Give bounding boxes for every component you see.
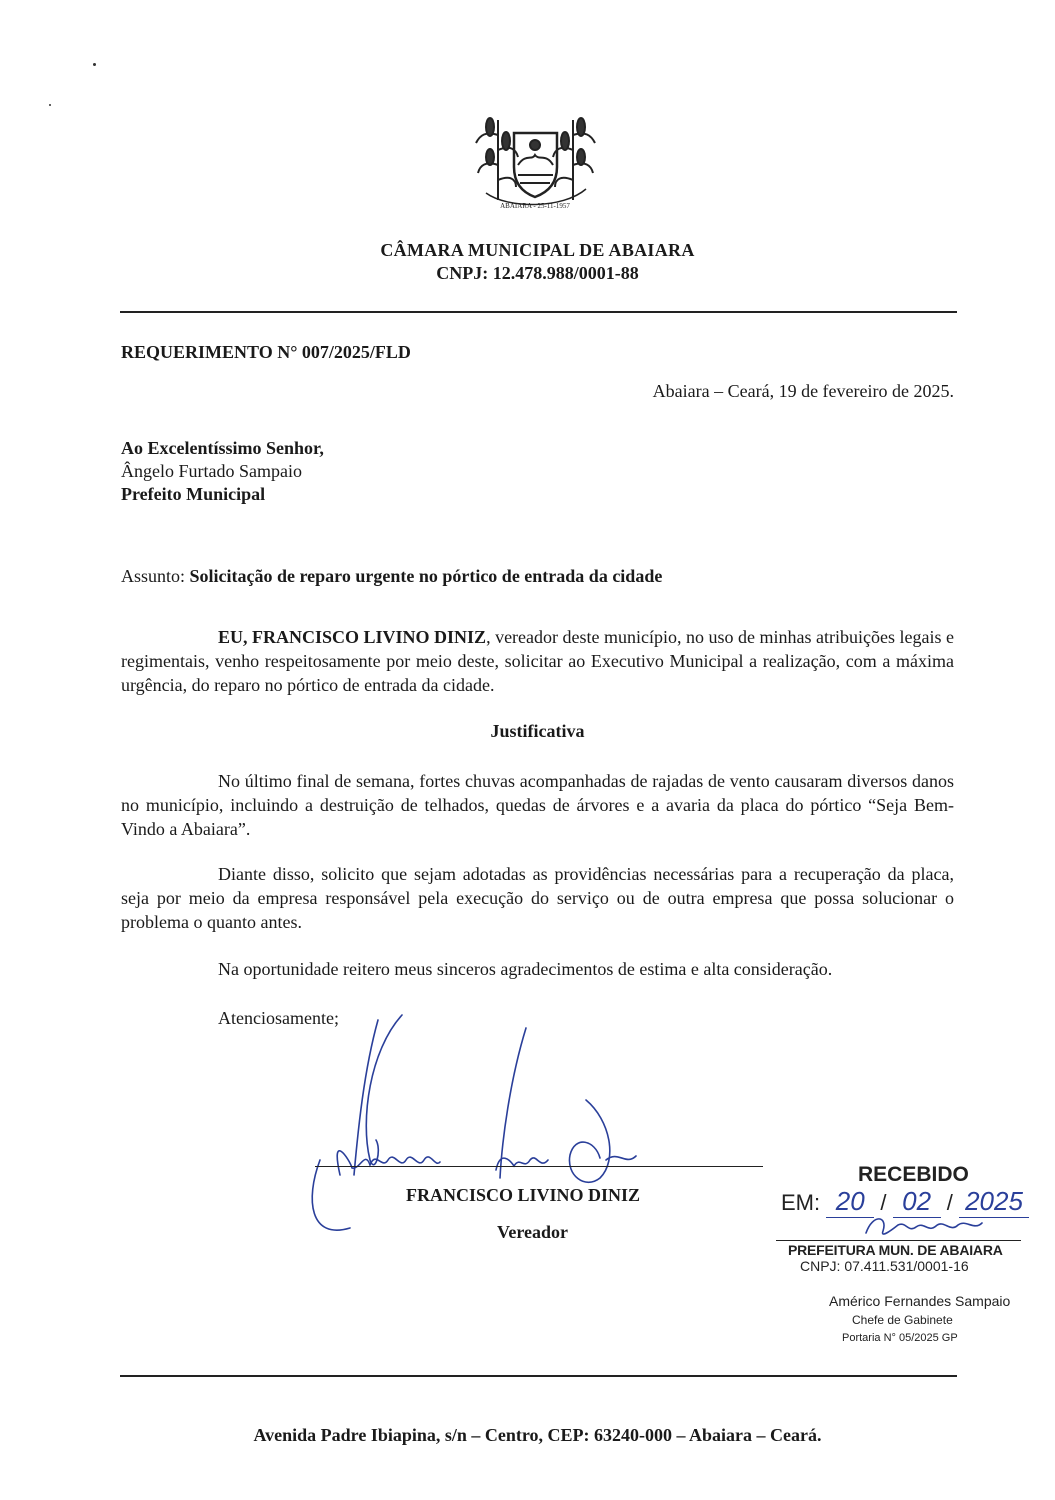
body-paragraph-solution: Diante disso, solicito que sejam adotadas as providências necessárias para a recuperação da placa, seja por meio da empresa responsável pela execução do serviço ou de outra empresa que possa solucionar o problema o quanto antes. [121, 864, 954, 932]
document-title: REQUERIMENTO N° 007/2025/FLD [121, 342, 411, 362]
stamp-official-decree: Portaria N° 05/2025 GP [842, 1332, 958, 1344]
place-date: Abaiara – Ceará, 19 de fevereiro de 2025. [652, 381, 954, 401]
stamp-em-label: EM: [781, 1190, 821, 1215]
signatory-name: FRANCISCO LIVINO DINIZ [406, 1185, 641, 1205]
crest-inscription: ABAIARA - 25-11-1957 [500, 202, 570, 210]
body-paragraph-request [121, 625, 954, 697]
recipient-salutation: Ao Excelentíssimo Senhor, [121, 438, 324, 458]
stamp-official-role: Chefe de Gabinete [852, 1313, 953, 1327]
stamp-cnpj: CNPJ: 07.411.531/0001-16 [800, 1258, 969, 1274]
requester-name: EU, FRANCISCO LIVINO DINIZ [218, 627, 487, 647]
justification-heading: Justificativa [490, 721, 585, 741]
recipient-name: Ângelo Furtado Sampaio [121, 461, 302, 481]
stamp-date-row: EM: 20 / 02 / 2025 [781, 1186, 1029, 1218]
body-paragraph-thanks: Na oportunidade reitero meus sinceros agradecimentos de estima e alta consideração. [218, 959, 833, 979]
subject-line [121, 566, 662, 587]
footer-address: Avenida Padre Ibiapina, s/n – Centro, CEP: 63240-000 – Abaiara – Ceará. [253, 1425, 822, 1445]
subject-label: Assunto: [121, 566, 186, 586]
subject-text: Solicitação de reparo urgente no pórtico de entrada da cidade [189, 566, 663, 586]
recipient-role: Prefeito Municipal [121, 484, 266, 504]
stamp-received: RECEBIDO [858, 1163, 969, 1186]
footer-divider [120, 1375, 957, 1377]
scan-speck [93, 63, 96, 66]
stamp-official-name: Américo Fernandes Sampaio [829, 1293, 1011, 1309]
stamp-line [776, 1240, 1021, 1241]
handwritten-signature [300, 1010, 660, 1245]
request-text: , vereador deste município, no uso de minhas atribuições legais e regimentais, venho respeitosamente por meio deste, solicitar ao Executivo Municipal a realização, com a máxima urgência, do reparo no pórtico de entrada da cidade. [121, 627, 954, 695]
stamp-date-year: 2025 [959, 1186, 1029, 1218]
stamp-date-day: 20 [826, 1186, 874, 1218]
signature-line [315, 1166, 763, 1167]
chamber-cnpj: CNPJ: 12.478.988/0001-88 [436, 263, 639, 283]
scan-speck [49, 104, 51, 106]
body-paragraph-damage: No último final de semana, fortes chuvas acompanhadas de rajadas de vento causaram diversos danos no município, incluindo a destruição de telhados, quedas de árvores e a avaria da placa do pórtico “Seja Bem-Vindo a Abaiara”. [121, 771, 954, 839]
stamp-office: PREFEITURA MUN. DE ABAIARA [788, 1242, 1003, 1258]
signatory-title: Vereador [497, 1222, 568, 1242]
chamber-name: CÂMARA MUNICIPAL DE ABAIARA [380, 240, 695, 260]
header-divider [120, 311, 957, 313]
closing-text: Atenciosamente; [218, 1008, 339, 1028]
municipal-crest [468, 105, 603, 215]
stamp-date-month: 02 [893, 1186, 941, 1218]
